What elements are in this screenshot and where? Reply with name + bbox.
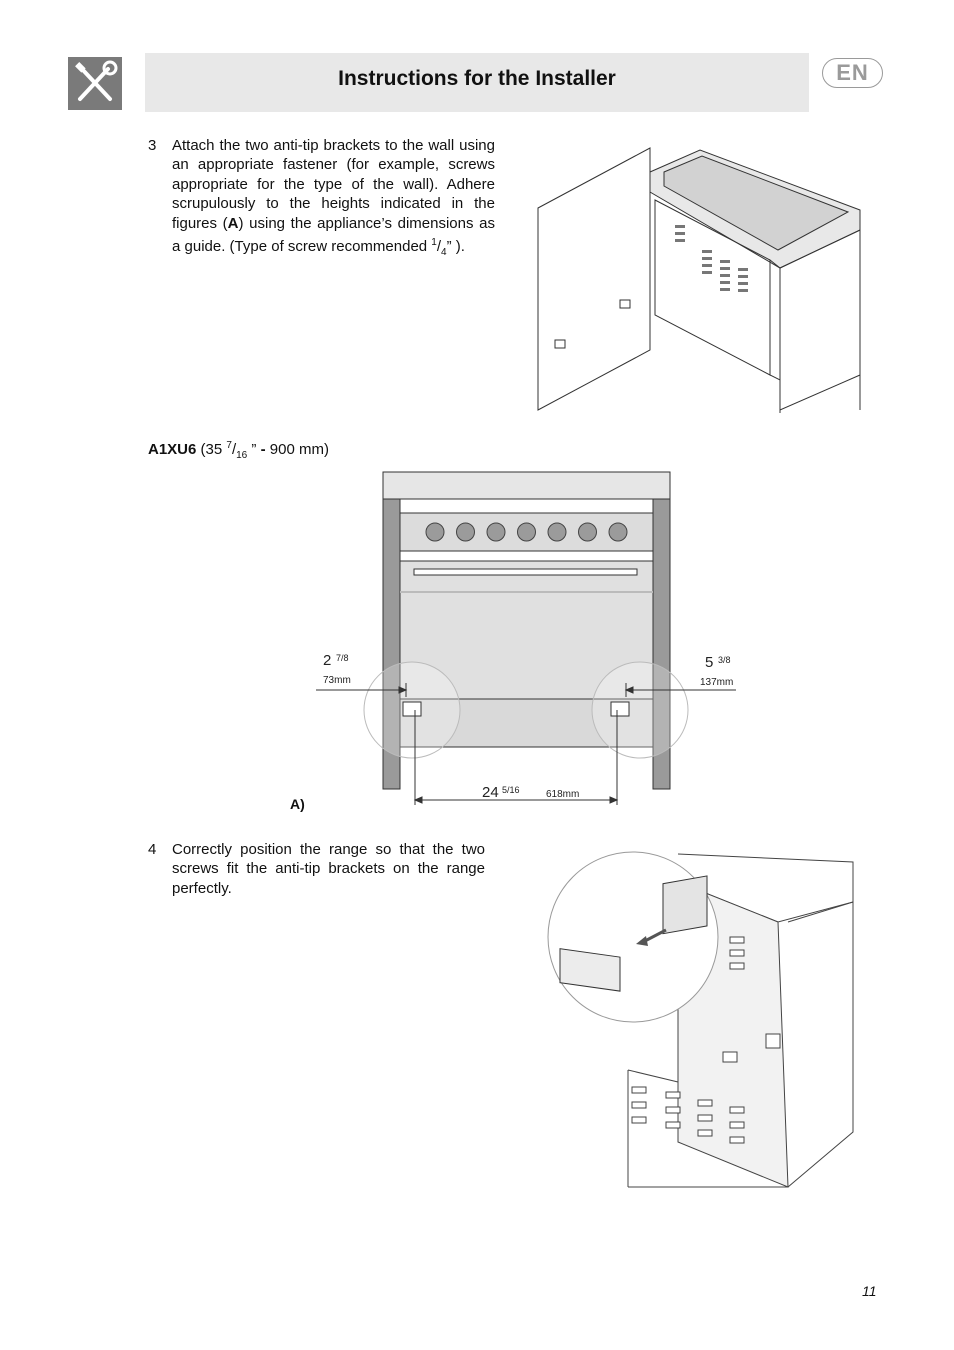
left-dim-fraction: 7/8 (336, 653, 349, 663)
left-dim-inches: 2 (323, 652, 332, 669)
figure-a-diagram (290, 465, 750, 815)
step-3-text: Attach the two anti-tip brackets to the wall using an appropriate fastener (for example, screws appropriate for the type of the wall). Adhere scrupulously to the heights indicated in the figures (A) using the appliance’s dimensions as a guide. (Type of screw recommended $^1/_4$” ). (172, 137, 495, 259)
step-4-text: Correctly position the range so that the two screws fit the anti-tip brackets on the range perfectly. (172, 841, 485, 897)
step-4-number: 4 (148, 841, 157, 858)
control-knob (579, 523, 597, 541)
model-mm: 900 mm) (265, 441, 329, 458)
left-bracket-icon (403, 702, 421, 716)
screw-fraction-num: 1 (431, 237, 437, 249)
right-bracket-icon (611, 702, 629, 716)
step-3-text-part2: ) using the appliance’s dimensions as a guide. (Type of screw recommended (172, 214, 495, 256)
model-fraction-num: 7 (226, 440, 232, 451)
figure-a-label: A) (290, 796, 305, 812)
left-dim-mm: 73mm (323, 675, 351, 686)
step-3-text-part1: Attach the two anti-tip brackets to the wall using an appropriate fastener (for example, screws appropriate for the type of the wall). Adhere scrupulously to the heights indicated in the figures ( (172, 137, 495, 232)
model-size-prefix: (35 (200, 441, 227, 458)
control-knob (426, 523, 444, 541)
step-3-number: 3 (148, 137, 157, 154)
bottom-dim-fraction: 5/16 (502, 785, 520, 795)
control-knob (609, 523, 627, 541)
screw-fraction-den: 4 (441, 247, 447, 259)
step-3-figure-ref: A (227, 214, 239, 232)
range-wall-illustration (530, 140, 865, 415)
control-knob (457, 523, 475, 541)
header-bar (145, 53, 809, 112)
model-caption: A1XU6 (35 $^7/_{16}$ ” - 900 mm) (148, 440, 329, 461)
bottom-dim-inches: 24 (482, 784, 499, 801)
control-knob (548, 523, 566, 541)
page-title: Instructions for the Installer (338, 67, 616, 90)
right-dim-inches: 5 (705, 654, 714, 671)
model-name: A1XU6 (148, 441, 197, 458)
model-dash: - (260, 441, 266, 458)
right-dim-mm: 137mm (700, 677, 734, 688)
page-number: 11 (862, 1283, 877, 1299)
tools-icon (68, 57, 122, 110)
bracket-zoom-circle (548, 852, 718, 1022)
range-back-illustration (548, 842, 858, 1207)
model-fraction-den: 16 (236, 450, 248, 461)
language-badge: EN (822, 58, 883, 88)
bottom-dim-mm: 618mm (546, 789, 580, 800)
model-size-suffix: ” (247, 441, 261, 458)
control-knob (487, 523, 505, 541)
step-3-text-end: ” ). (446, 238, 465, 256)
right-dim-fraction: 3/8 (718, 655, 731, 665)
control-knob (518, 523, 536, 541)
